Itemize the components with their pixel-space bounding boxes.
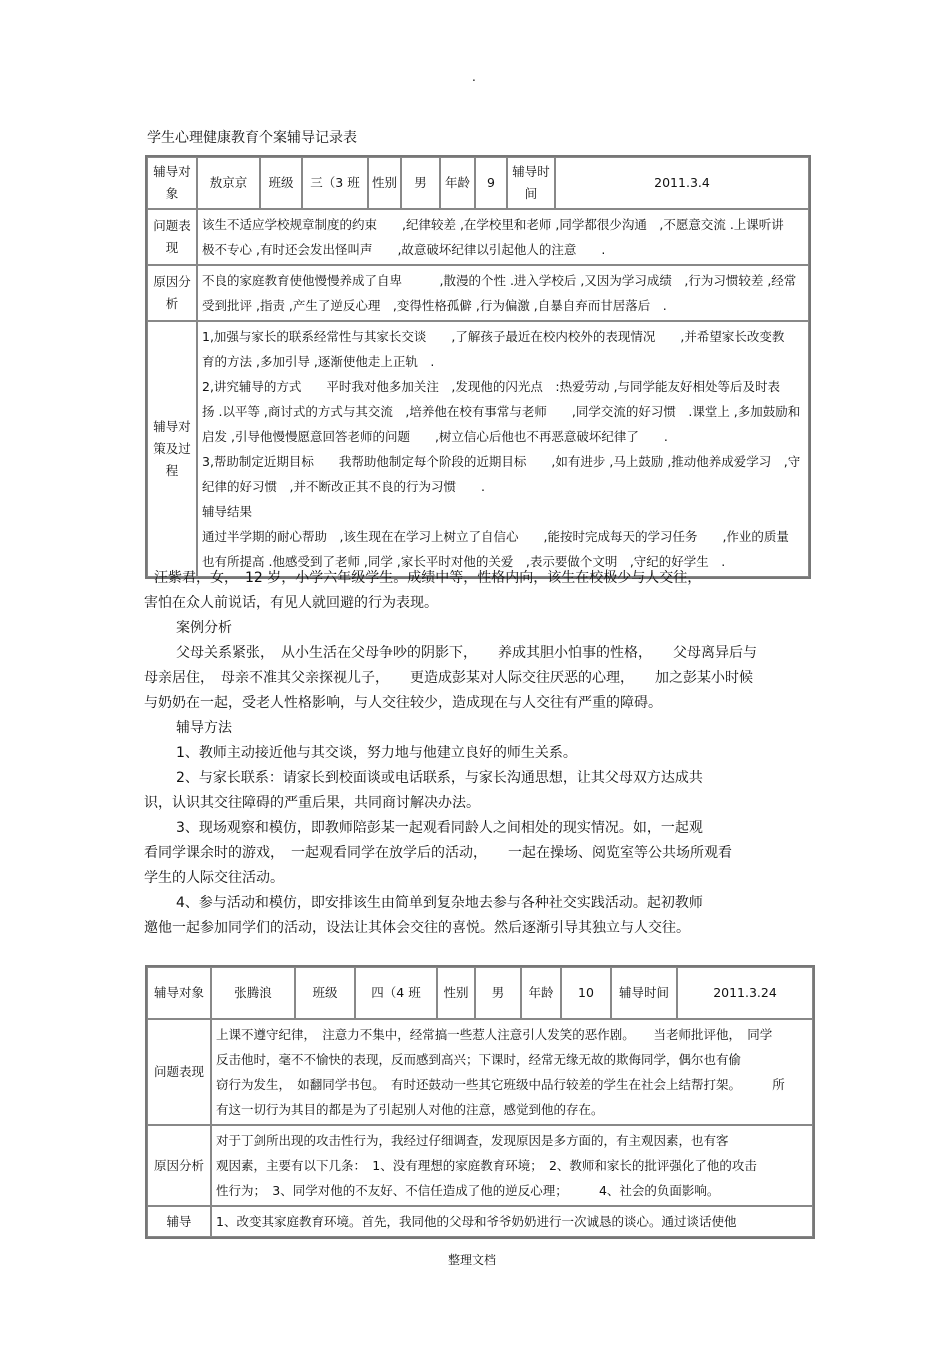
age-label: 年龄: [521, 967, 561, 1019]
class-label: 班级: [295, 967, 355, 1019]
methods-line: 看同学课余时的游戏， 一起观看同学在放学后的活动， 一起在操场、阅览室等公共场所观看: [144, 845, 732, 861]
case-text: [144, 566, 812, 941]
method-label: 辅导对策及过程: [147, 321, 197, 577]
document-title: 学生心理健康教育个案辅导记录表: [147, 130, 357, 146]
gender-value: 男: [475, 967, 521, 1019]
methods-line: 4、参与活动和模仿，即安排该生由简单到复杂地去参与各种社交实践活动。起初教师: [176, 895, 703, 911]
subject-name: 张腾浪: [211, 967, 295, 1019]
class-value: 三（3 班: [302, 157, 368, 209]
problem-text: 上课不遵守纪律， 注意力不集中，经常搞一些惹人注意引人发笑的恶作剧。 当老师批评他， 同学 反击他时，毫不不愉快的表现，反而感到高兴；下课时，经常无缘无故的欺侮同学，偶尔也有偷 窃行为发生， 如翻同学书包。 有时还鼓动一些其它班级中品行较差的学生在社会上结帮打架。 所 有这一切行为其目的都是为了引起别人对他的注意，感觉到他的存在。: [211, 1019, 813, 1125]
subject-name: 敖京京: [197, 157, 260, 209]
footer-text: 整理文档: [448, 1253, 497, 1267]
case-intro-line: 害怕在众人前说话，有见人就回避的行为表现。: [144, 595, 438, 611]
gender-value: 男: [401, 157, 440, 209]
methods-line: 学生的人际交往活动。: [144, 870, 284, 886]
age-value: 9: [475, 157, 507, 209]
methods-heading: 辅导方法: [176, 720, 232, 736]
record-table-2: [145, 965, 815, 1239]
methods-line: 识，认识其交往障碍的严重后果，共同商讨解决办法。: [144, 795, 480, 811]
cause-label: 原因分析: [147, 1125, 211, 1206]
date-value: 2011.3.4: [555, 157, 809, 209]
cause-label: 原因分析: [147, 265, 197, 321]
case-intro-line: 汪紫君，女， 12 岁，小学六年级学生。成绩中等，性格内向，该生在校极少与人交往，: [154, 570, 702, 586]
gender-label: 性别: [437, 967, 475, 1019]
class-value: 四（4 班: [355, 967, 437, 1019]
cause-text: 不良的家庭教育使他慢慢养成了自卑 ,散漫的个性 .进入学校后 ,又因为学习成绩 ,行为习惯较差 ,经常 受到批评 ,指责 ,产生了逆反心理 ,变得性格孤僻 ,行为偏激 ,自暴自弃而甘居落后 .: [197, 265, 809, 321]
methods-line: 2、与家长联系：请家长到校面谈或电话联系，与家长沟通思想，让其父母双方达成共: [176, 770, 703, 786]
class-label: 班级: [260, 157, 302, 209]
subject-label: 辅导对象: [147, 157, 197, 209]
method-label: 辅导: [147, 1206, 211, 1237]
methods-line: 邀他一起参加同学们的活动，设法让其体会交往的喜悦。然后逐渐引导其独立与人交往。: [144, 920, 690, 936]
problem-text: 该生不适应学校规章制度的约束 ,纪律较差 ,在学校里和老师 ,同学都很少沟通 ,不愿意交流 .上课听讲 极不专心 ,有时还会发出怪叫声 ,故意破坏纪律以引起他人的注意 .: [197, 209, 809, 265]
time-label: 辅导时间: [507, 157, 555, 209]
methods-line: 1、教师主动接近他与其交谈，努力地与他建立良好的师生关系。: [176, 745, 577, 761]
methods-line: 3、现场观察和模仿，即教师陪彭某一起观看同龄人之间相处的现实情况。如，一起观: [176, 820, 703, 836]
cause-text: 对于丁剑所出现的攻击性行为，我经过仔细调查，发现原因是多方面的，有主观因素，也有客 观因素，主要有以下几条： 1、没有理想的家庭教育环境； 2、教师和家长的批评强化了他的攻击 性行为； 3、同学对他的不友好、不信任造成了他的逆反心理； 4、社会的负面影响。: [211, 1125, 813, 1206]
analysis-line: 与奶奶在一起，受老人性格影响，与人交往较少，造成现在与人交往有严重的障碍。: [144, 695, 662, 711]
method-text: 1、改变其家庭教育环境。首先，我同他的父母和爷爷奶奶进行一次诚恳的谈心。通过谈话使他: [211, 1206, 813, 1237]
header-mark: .: [472, 70, 476, 84]
age-value: 10: [561, 967, 611, 1019]
subject-label: 辅导对象: [147, 967, 211, 1019]
date-value: 2011.3.24: [677, 967, 813, 1019]
analysis-heading: 案例分析: [176, 620, 232, 636]
problem-label: 问题表现: [147, 1019, 211, 1125]
problem-label: 问题表现: [147, 209, 197, 265]
time-label: 辅导时间: [611, 967, 677, 1019]
record-table-1: [145, 155, 811, 579]
gender-label: 性别: [368, 157, 401, 209]
analysis-line: 母亲居住， 母亲不准其父亲探视儿子， 更造成彭某对人际交往厌恶的心理， 加之彭某小时候: [144, 670, 753, 686]
age-label: 年龄: [440, 157, 475, 209]
method-text: 1,加强与家长的联系经常性与其家长交谈 ,了解孩子最近在校内校外的表现情况 ,并希望家长改变教 育的方法 ,多加引导 ,逐渐使他走上正轨 . 2,讲究辅导的方式 平时我对他多加关注 ,发现他的闪光点 :热爱劳动 ,与同学能友好相处等后及时表 扬 .以平等 ,商讨式的方式与其交流 ,培养他在校有事常与老师 ,同学交流的好习惯 .课堂上 ,多加鼓励和 启发 ,引导他慢慢愿意回答老师的问题 ,树立信心后他也不再恶意破坏纪律了 . 3,帮助制定近期目标 我帮助他制定每个阶段的近期目标 ,如有进步 ,马上鼓励 ,推动他养成爱学习 ,守 纪律的好习惯 ,并不断改正其不良的行为习惯 . 辅导结果 通过半学期的耐心帮助 ,该生现在在学习上树立了自信心 ,能按时完成每天的学习任务 ,作业的质量 也有所提高 .他感受到了老师 ,同学 ,家长平时对他的关爱 ,表示要做个文明 ,守纪的好学生 .: [197, 321, 809, 577]
analysis-line: 父母关系紧张， 从小生活在父母争吵的阴影下， 养成其胆小怕事的性格， 父母离异后与: [176, 645, 757, 661]
